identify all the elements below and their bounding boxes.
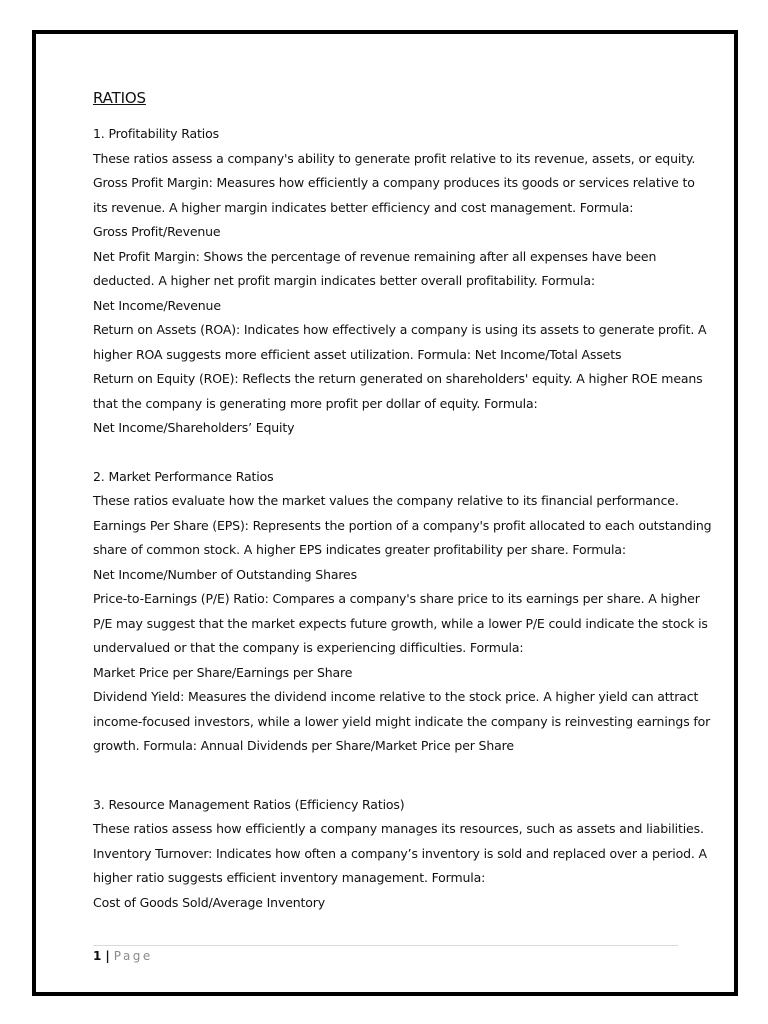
paragraph-line: undervalued or that the company is experiencing difficulties. Formula: — [93, 640, 524, 655]
paragraph-line: Net Profit Margin: Shows the percentage of revenue remaining after all expenses have been — [93, 248, 657, 264]
paragraph-line: Inventory Turnover: Indicates how often a company’s inventory is sold and replaced over a period. A — [93, 845, 707, 861]
section-heading: 1. Profitability Ratios — [93, 126, 219, 141]
document-title: RATIOS — [93, 89, 146, 107]
page-footer — [93, 948, 153, 964]
paragraph-line: its revenue. A higher margin indicates better efficiency and cost management. Formula: — [93, 199, 634, 215]
document-body — [93, 84, 712, 915]
page-label: Page — [113, 949, 153, 963]
paragraph-line: Return on Equity (ROE): Reflects the return generated on shareholders' equity. A higher ROE means — [93, 371, 703, 386]
paragraph-line: These ratios evaluate how the market values the company relative to its financial performance. — [93, 493, 679, 508]
section-profitability — [93, 122, 707, 441]
section-spacer — [93, 441, 678, 465]
formula-line: Gross Profit/Revenue — [93, 224, 221, 239]
formula-line: Net Income/Revenue — [93, 297, 221, 313]
page-number: 1 — [93, 949, 102, 963]
paragraph-line: growth. Formula: Annual Dividends per Share/Market Price per Share — [93, 738, 514, 753]
section-spacer — [93, 759, 678, 793]
paragraph-line: income-focused investors, while a lower yield might indicate the company is reinvesting earnings for — [93, 713, 711, 729]
paragraph-line: These ratios assess a company's ability to generate profit relative to its revenue, assets, or equity. — [93, 150, 696, 166]
paragraph-line: share of common stock. A higher EPS indicates greater profitability per share. Formula: — [93, 542, 626, 557]
formula-line: Cost of Goods Sold/Average Inventory — [93, 894, 325, 910]
paragraph-line: higher ROA suggests more efficient asset utilization. Formula: Net Income/Total Assets — [93, 346, 622, 362]
paragraph-line: Earnings Per Share (EPS): Represents the portion of a company's profit allocated to each outstanding — [93, 517, 712, 533]
paragraph-line: Gross Profit Margin: Measures how efficiently a company produces its goods or services relative to — [93, 175, 695, 190]
paragraph-line: P/E may suggest that the market expects future growth, while a lower P/E could indicate the stock is — [93, 615, 708, 631]
section-heading: 3. Resource Management Ratios (Efficiency Ratios) — [93, 796, 405, 812]
footer-divider — [93, 945, 678, 946]
section-heading: 2. Market Performance Ratios — [93, 468, 274, 484]
section-market-performance — [93, 465, 712, 759]
paragraph-line: Price-to-Earnings (P/E) Ratio: Compares a company's share price to its earnings per share. A higher — [93, 591, 700, 606]
footer-separator: | — [105, 949, 110, 963]
paragraph-line: deducted. A higher net profit margin indicates better overall profitability. Formula: — [93, 273, 595, 288]
paragraph-line: Return on Assets (ROA): Indicates how effectively a company is using its assets to generate profit. A — [93, 322, 707, 337]
paragraph-line: Dividend Yield: Measures the dividend income relative to the stock price. A higher yield can attract — [93, 689, 699, 704]
formula-line: Net Income/Shareholders’ Equity — [93, 420, 295, 435]
paragraph-line: that the company is generating more profit per dollar of equity. Formula: — [93, 395, 538, 411]
paragraph-line: These ratios assess how efficiently a company manages its resources, such as assets and liabilities. — [93, 821, 704, 836]
formula-line: Market Price per Share/Earnings per Share — [93, 664, 353, 680]
section-resource-management — [93, 793, 707, 916]
paragraph-line: higher ratio suggests efficient inventory management. Formula: — [93, 870, 486, 885]
formula-line: Net Income/Number of Outstanding Shares — [93, 566, 357, 582]
